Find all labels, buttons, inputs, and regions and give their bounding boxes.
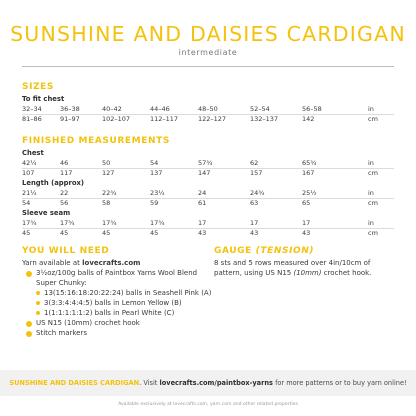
- table-cell: 46: [60, 159, 69, 167]
- table-cell: 102–107: [102, 115, 131, 123]
- skill-level: intermediate: [178, 48, 238, 57]
- table-row: [22, 159, 394, 168]
- table-cell: in: [368, 159, 374, 167]
- gauge-heading-alt: (TENSION): [255, 246, 315, 256]
- footer-rest: for more patterns or to buy yarn online!: [272, 379, 407, 387]
- table-cell: 59: [150, 199, 159, 207]
- table-cell: 54: [150, 159, 159, 167]
- table-cell: cm: [368, 169, 378, 177]
- table-cell: 17¾: [102, 219, 117, 227]
- gauge-line-1: 8 sts and 5 rows measured over 4in/10cm of: [214, 259, 371, 267]
- table-cell: 167: [302, 169, 315, 177]
- sub-bullet-dot-icon: [36, 291, 40, 295]
- table-cell: cm: [368, 115, 378, 123]
- table-cell: 17: [250, 219, 259, 227]
- table-row: [22, 105, 394, 114]
- table-cell: 43: [198, 229, 207, 237]
- table-row: [22, 189, 394, 198]
- table-cell: 81–86: [22, 115, 42, 123]
- sub-bullet-dot-icon: [36, 301, 40, 305]
- table-cell: 45: [102, 229, 111, 237]
- table-cell: 107: [22, 169, 35, 177]
- hook-item: US N15 (10mm) crochet hook: [36, 319, 140, 327]
- table-cell: 112–117: [150, 115, 179, 123]
- table-cell: 48–50: [198, 105, 218, 113]
- table-cell: 137: [150, 169, 163, 177]
- table-cell: 43: [250, 229, 259, 237]
- table-cell: 17¾: [150, 219, 165, 227]
- table-row: [22, 219, 394, 228]
- yarn-availability: [22, 259, 140, 267]
- table-cell: 56–58: [302, 105, 322, 113]
- page-title: SUNSHINE AND DAISIES CARDIGAN: [10, 22, 406, 46]
- table-cell: 45: [22, 229, 31, 237]
- table-cell: 22¾: [102, 189, 117, 197]
- table-cell: 50: [102, 159, 111, 167]
- table-cell: 122–127: [198, 115, 227, 123]
- table-cell: 57¾: [198, 159, 213, 167]
- length-label: Length (approx): [22, 179, 85, 187]
- yarn-color-b: 3(3:3:4:4:4:5) balls in Lemon Yellow (B): [44, 299, 182, 307]
- table-cell: 91–97: [60, 115, 80, 123]
- chest-label: Chest: [22, 149, 44, 157]
- table-cell: 56: [60, 199, 69, 207]
- gauge-heading-main: GAUGE: [214, 246, 252, 256]
- table-cell: 22: [60, 189, 69, 197]
- gauge-line-2-italic: (10mm): [293, 269, 322, 277]
- yarn-color-a: 13(15:16:18:20:22:24) balls in Seashell Pink (A): [44, 289, 212, 297]
- table-cell: 17: [198, 219, 207, 227]
- table-cell: in: [368, 189, 374, 197]
- yarn-spec-line-2: Super Chunky:: [36, 279, 87, 287]
- table-cell: 25½: [302, 189, 317, 197]
- gauge-line-2-prefix: pattern, using US N15: [214, 269, 294, 277]
- table-cell: 61: [198, 199, 207, 207]
- footer-text: [0, 379, 416, 387]
- table-cell: 45: [150, 229, 159, 237]
- table-cell: 58: [102, 199, 111, 207]
- table-cell: 42¼: [22, 159, 37, 167]
- table-cell: 44–46: [150, 105, 170, 113]
- table-cell: 23¼: [150, 189, 165, 197]
- yarn-color-c: 1(1:1:1:1:1:2) balls in Pearl White (C): [44, 309, 175, 317]
- table-cell: 132–137: [250, 115, 279, 123]
- table-cell: 24: [198, 189, 207, 197]
- table-row: [22, 199, 394, 208]
- table-cell: 117: [60, 169, 73, 177]
- finished-measurements-heading: FINISHED MEASUREMENTS: [22, 136, 170, 146]
- gauge-line-2-suffix: crochet hook.: [321, 269, 372, 277]
- table-cell: 24¾: [250, 189, 265, 197]
- footer-separator: . Visit: [139, 379, 160, 387]
- table-cell: 17¾: [22, 219, 37, 227]
- footer-link[interactable]: lovecrafts.com/paintbox-yarns: [159, 379, 273, 387]
- sub-bullet-dot-icon: [36, 311, 40, 315]
- bullet-dot-icon: [26, 321, 32, 327]
- table-cell: in: [368, 105, 374, 113]
- table-cell: 142: [302, 115, 315, 123]
- footer-pattern-name: SUNSHINE AND DAISIES CARDIGAN: [9, 379, 140, 387]
- gauge-line-2: [214, 269, 371, 277]
- bullet-dot-icon: [26, 331, 32, 337]
- table-row: [22, 169, 394, 178]
- table-cell: 62: [250, 159, 259, 167]
- yarn-spec-line-1: 3½oz/100g balls of Paintbox Yarns Wool Blend: [36, 269, 198, 277]
- table-cell: 43: [302, 229, 311, 237]
- yarn-site-link[interactable]: lovecrafts.com: [82, 259, 141, 267]
- table-cell: 157: [250, 169, 263, 177]
- table-cell: 40–42: [102, 105, 122, 113]
- table-cell: 147: [198, 169, 211, 177]
- top-divider: [22, 66, 394, 67]
- table-cell: 45: [60, 229, 69, 237]
- sleeve-seam-label: Sleeve seam: [22, 209, 71, 217]
- table-cell: 52–54: [250, 105, 270, 113]
- gauge-heading: [214, 246, 314, 256]
- yarn-prefix: Yarn available at: [22, 259, 83, 267]
- table-cell: in: [368, 219, 374, 227]
- you-will-need-heading: YOU WILL NEED: [22, 246, 110, 256]
- table-cell: 17¾: [60, 219, 75, 227]
- table-cell: 65¾: [302, 159, 317, 167]
- bullet-dot-icon: [26, 271, 32, 277]
- stitch-markers-item: Stitch markers: [36, 329, 88, 337]
- table-cell: 65: [302, 199, 311, 207]
- table-cell: 17: [302, 219, 311, 227]
- table-cell: 127: [102, 169, 115, 177]
- table-cell: 36–38: [60, 105, 80, 113]
- table-cell: cm: [368, 199, 378, 207]
- table-cell: 32–34: [22, 105, 42, 113]
- table-row: [22, 229, 394, 238]
- to-fit-chest-label: To fit chest: [22, 95, 65, 103]
- table-row: [22, 115, 394, 124]
- table-cell: 21¼: [22, 189, 37, 197]
- table-cell: 63: [250, 199, 259, 207]
- fineprint: Available exclusively at lovecrafts.com, yarn.com and other related properties: [118, 402, 298, 407]
- table-cell: cm: [368, 229, 378, 237]
- table-cell: 54: [22, 199, 31, 207]
- sizes-heading: SIZES: [22, 82, 54, 92]
